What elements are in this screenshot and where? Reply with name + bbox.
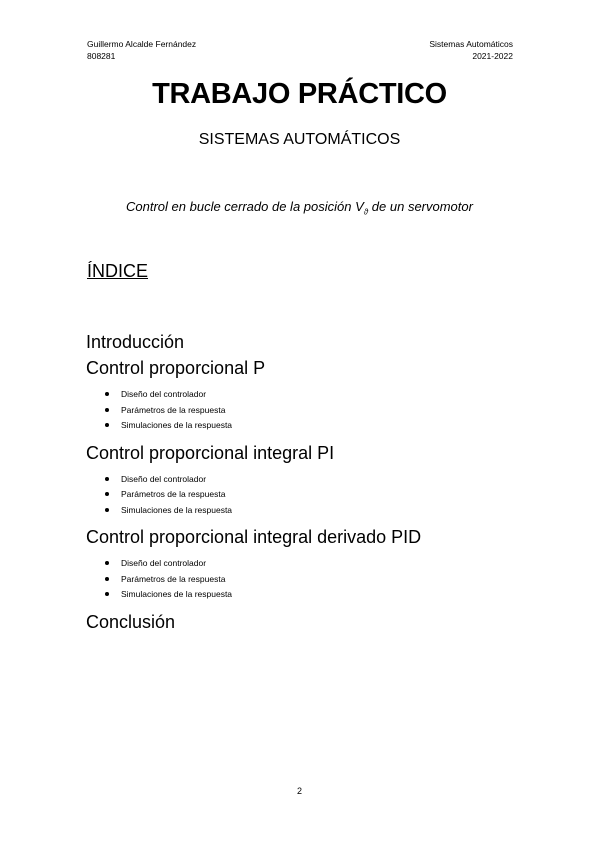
toc-subitem-label: Diseño del controlador (121, 558, 207, 568)
toc-subitem (86, 418, 526, 434)
toc-subitem (86, 572, 526, 588)
toc-subitem-label: Simulaciones de la respuesta (121, 420, 233, 430)
toc-section-title: Control proporcional P (86, 358, 266, 378)
description-text: Control en bucle cerrado de la posición V (126, 199, 364, 214)
bullet-icon (105, 392, 109, 396)
page-number: 2 (296, 786, 302, 796)
toc-subitem-list (86, 556, 526, 603)
toc-section (86, 524, 526, 603)
bullet-icon (105, 477, 109, 481)
table-of-contents (86, 329, 526, 635)
bullet-icon (105, 423, 109, 427)
toc-subitem-label: Diseño del controlador (121, 389, 207, 399)
toc-subitem (86, 403, 526, 419)
toc-subitem-label: Simulaciones de la respuesta (121, 589, 233, 599)
toc-section-title: Introducción (86, 332, 185, 352)
student-id: 808281 (87, 51, 116, 61)
academic-year: 2021-2022 (472, 51, 513, 61)
description-subscript: ϑ (363, 207, 369, 217)
toc-subitem (86, 587, 526, 603)
toc-subitem (86, 503, 526, 519)
toc-section-title: Control proporcional integral derivado PID (86, 527, 422, 547)
bullet-icon (105, 577, 109, 581)
toc-subitem-list (86, 387, 526, 434)
author-name: Guillermo Alcalde Fernández (87, 39, 197, 49)
toc-subitem-label: Simulaciones de la respuesta (121, 504, 233, 515)
toc-section-title: Conclusión (86, 611, 176, 632)
bullet-icon (105, 492, 109, 496)
toc-subitem (86, 487, 526, 503)
toc-subitem-label: Diseño del controlador (121, 473, 207, 484)
bullet-icon (105, 592, 109, 596)
toc-subitem-label: Parámetros de la respuesta (121, 573, 226, 584)
document-title: TRABAJO PRÁCTICO (152, 78, 447, 110)
document-subtitle: SISTEMAS AUTOMÁTICOS (198, 131, 401, 148)
toc-subitem-label: Parámetros de la respuesta (121, 404, 226, 415)
toc-section (86, 440, 526, 519)
toc-subitem-label: Parámetros de la respuesta (121, 489, 226, 499)
toc-subitem (86, 387, 526, 403)
bullet-icon (105, 561, 109, 565)
toc-subitem (86, 472, 526, 488)
toc-subitem-list (86, 472, 526, 519)
bullet-icon (105, 508, 109, 512)
header-left (87, 38, 196, 62)
course-name: Sistemas Automáticos (429, 39, 513, 49)
toc-section (86, 609, 526, 635)
description-text-end: de un servomotor (368, 199, 473, 214)
header-right (429, 38, 513, 62)
bullet-icon (105, 408, 109, 412)
toc-section (86, 329, 526, 355)
toc-section-title: Control proporcional integral PI (86, 442, 335, 463)
toc-section (86, 355, 526, 434)
index-heading: ÍNDICE (87, 261, 149, 281)
document-description (0, 199, 599, 217)
toc-subitem (86, 556, 526, 572)
